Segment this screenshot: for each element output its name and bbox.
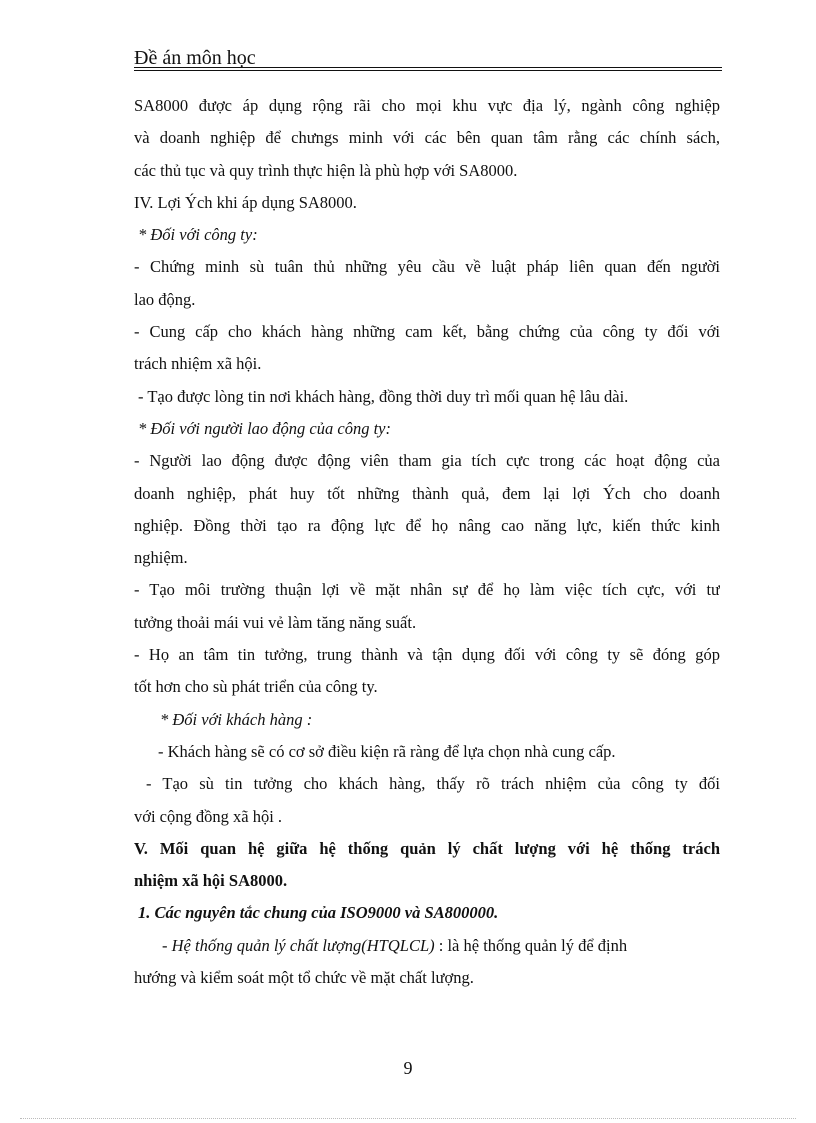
subsection-heading-1: 1. Các nguyên tắc chung của ISO9000 và SA800000. <box>138 903 499 923</box>
paragraph-line: tốt hơn cho sù phát triển của công ty. <box>134 677 378 697</box>
paragraph-line: - Tạo được lòng tin nơi khách hàng, đồng thời duy trì mối quan hệ lâu dài. <box>138 386 629 406</box>
paragraph-line: doanh nghiệp, phát huy tốt những thành quả, đem lại lợi Ých cho doanh <box>134 483 720 503</box>
paragraph-line: nghiệm. <box>134 548 188 568</box>
definition-text: : là hệ thống quản lý để định <box>434 935 628 955</box>
header-rule-thin <box>134 70 722 71</box>
subheading-customers: * Đối với khách hàng : <box>160 709 313 729</box>
paragraph-line: tưởng thoải mái vui vẻ làm tăng năng suất. <box>134 612 417 632</box>
page-number: 9 <box>403 1058 413 1078</box>
page-header-title: Đề án môn học <box>134 47 256 69</box>
section-heading-iv: IV. Lợi Ých khi áp dụng SA8000. <box>134 192 357 212</box>
paragraph-line: hướng và kiểm soát một tổ chức về mặt chất lượng. <box>134 968 474 988</box>
paragraph-line: - Người lao động được động viên tham gia tích cực trong các hoạt động của <box>134 451 720 471</box>
paragraph-line: - Họ an tâm tin tưởng, trung thành và tận dụng đối với công ty sẽ đóng góp <box>134 645 720 665</box>
paragraph-line: - Chứng minh sù tuân thủ những yêu cầu về luật pháp liên quan đến người <box>134 257 720 277</box>
term-htqlcl: - Hệ thống quản lý chất lượng(HTQLCL) <box>162 935 435 955</box>
paragraph-line: trách nhiệm xã hội. <box>134 354 262 374</box>
paragraph-line: - Tạo môi trường thuận lợi về mặt nhân sự để họ làm việc tích cực, với tư <box>134 580 720 600</box>
paragraph-line: các thủ tục và quy trình thực hiện là phù hợp với SA8000. <box>134 160 518 180</box>
paragraph-line: - Tạo sù tin tưởng cho khách hàng, thấy rõ trách nhiệm của công ty đối <box>146 774 720 794</box>
document-body <box>134 90 720 994</box>
paragraph-line: - Khách hàng sẽ có cơ sở điều kiện rã ràng để lựa chọn nhà cung cấp. <box>158 741 616 761</box>
paragraph-line: với cộng đồng xã hội . <box>134 806 283 826</box>
section-heading-v: V. Mối quan hệ giữa hệ thống quản lý chất lượng với hệ thống trách <box>134 838 720 858</box>
subheading-workers: * Đối với người lao động của công ty: <box>138 418 391 438</box>
paragraph-line: SA8000 được áp dụng rộng rãi cho mọi khu vực địa lý, ngành công nghiệp <box>134 96 720 115</box>
footer-divider <box>20 1118 796 1119</box>
paragraph-line: - Cung cấp cho khách hàng những cam kết, bằng chứng của công ty đối với <box>134 322 720 342</box>
header-rule-thick <box>134 67 722 68</box>
paragraph-line: lao động. <box>134 289 196 309</box>
section-heading-v-cont: nhiệm xã hội SA8000. <box>134 871 288 891</box>
paragraph-line <box>134 930 720 962</box>
paragraph-line: nghiệp. Đồng thời tạo ra động lực để họ nâng cao năng lực, kiến thức kinh <box>134 515 720 535</box>
paragraph-line: và doanh nghiệp để chưngs minh với các bên quan tâm rằng các chính sách, <box>134 128 720 148</box>
subheading-company: * Đối với công ty: <box>138 225 258 245</box>
